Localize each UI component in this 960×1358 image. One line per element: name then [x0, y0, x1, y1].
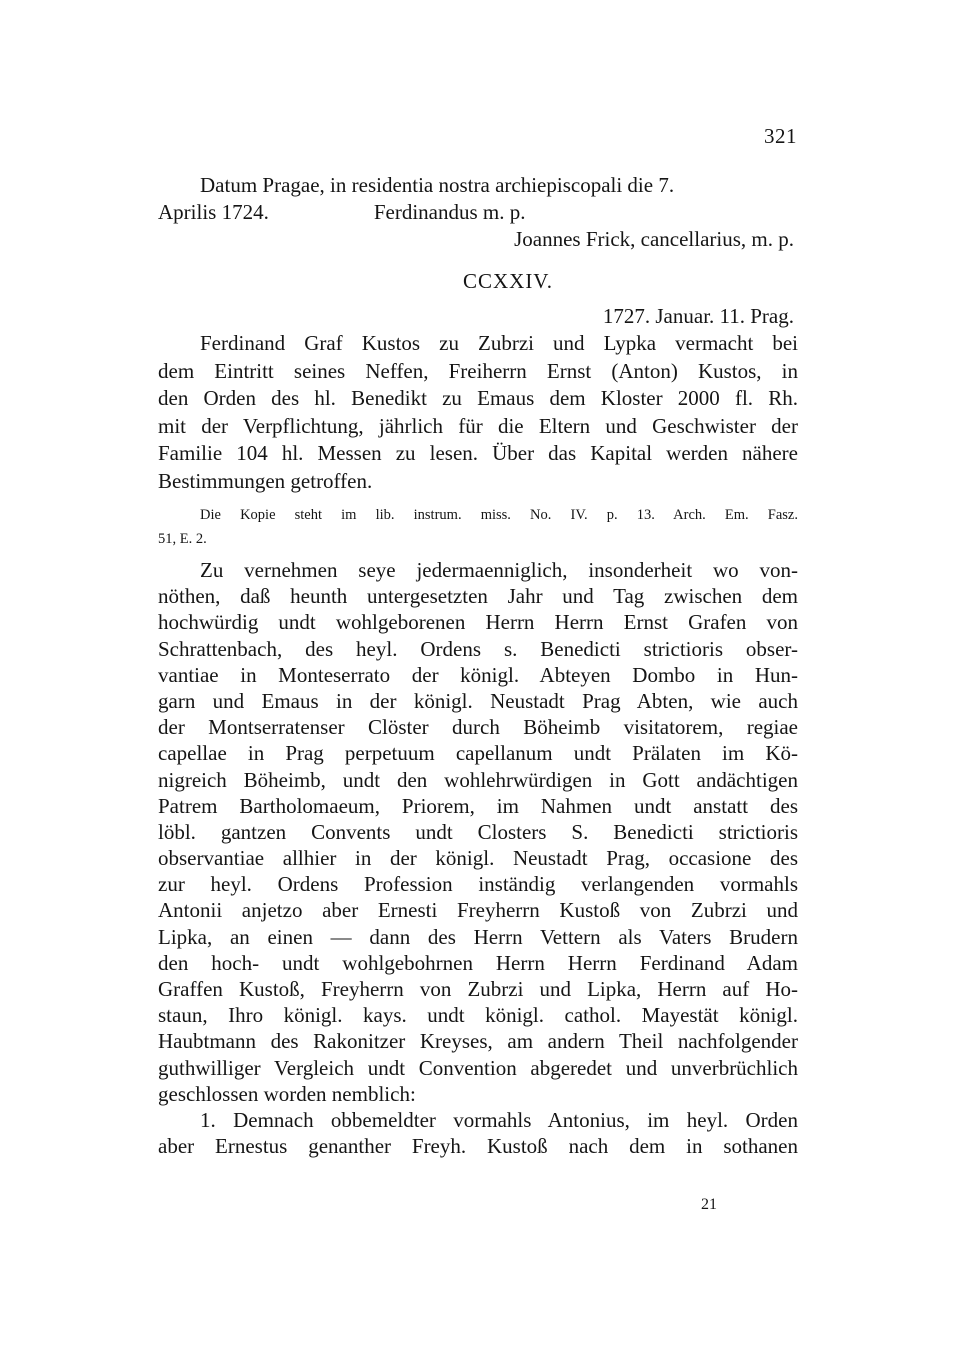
body-line: 1. Demnach obbemeldter vormahls Antonius, im heyl. Orden	[200, 1107, 798, 1132]
body-line: Haubtmann des Rakonitzer Kreyses, am andern Theil nachfolgender	[158, 1029, 798, 1054]
body-line: Antonii anjetzo aber Ernesti Freyherrn Kustoß von Zubrzi und	[158, 898, 798, 923]
closing-formula	[158, 172, 798, 253]
body-line: zur heyl. Ordens Profession inständig verlangenden vormahls	[158, 872, 798, 897]
body-line: Lipka, an einen — dann des Herrn Vettern als Vaters Brudern	[158, 924, 798, 949]
document-number: CCXXIV.	[462, 269, 554, 293]
body-line: Graffen Kustoß, Freyherrn von Zubrzi und Lipka, Herrn auf Ho-	[158, 977, 798, 1001]
body-line: vantiae in Monteserrato der königl. Abteyen Dombo in Hun-	[158, 662, 798, 687]
source-line: Die Kopie steht im lib. instrum. miss. No. IV. p. 13. Arch. Em. Fasz.	[200, 507, 798, 523]
source-line: 51, E. 2.	[158, 531, 207, 547]
body-line: Schrattenbach, des heyl. Ordens s. Benedicti strictioris obser-	[158, 636, 798, 661]
summary-line: dem Eintritt seines Neffen, Freiherrn Ernst (Anton) Kustos, in	[158, 358, 798, 383]
charter-text	[158, 557, 798, 1159]
body-line: observantiae allhier in der königl. Neustadt Prag, occasione des	[158, 846, 798, 871]
source-note	[158, 503, 798, 551]
body-line: staun, Ihro königl. kays. undt königl. cathol. Mayestät königl.	[158, 1003, 798, 1028]
summary-line: Familie 104 hl. Messen zu lesen. Über das Kapital werden nähere	[158, 441, 798, 465]
body-line: nöthen, daß heunth untergesetzten Jahr und Tag zwischen dem	[158, 584, 798, 609]
body-line: der Montserratenser Clöster durch Böheimb visitatorem, regiae	[158, 715, 798, 740]
printer-signature-mark: 21	[701, 1196, 717, 1213]
summary-line: den Orden des hl. Benedikt zu Emaus dem Kloster 2000 fl. Rh.	[158, 386, 798, 410]
body-line: geschlossen worden nemblich:	[158, 1081, 416, 1106]
summary-line: Bestimmungen getroffen.	[158, 468, 373, 493]
text-block	[158, 172, 798, 1159]
summary-line: mit der Verpflichtung, jährlich für die Eltern und Geschwister der	[158, 413, 798, 438]
body-line: capellae in Prag perpetuum capellanum undt Prälaten im Kö-	[158, 741, 798, 766]
summary-line: Ferdinand Graf Kustos zu Zubrzi und Lypka vermacht bei	[200, 331, 798, 355]
body-line: aber Ernestus genanther Freyh. Kustoß nach dem in sothanen	[158, 1134, 798, 1159]
body-line: guthwilliger Vergleich undt Convention abgeredet und unverbrüchlich	[158, 1055, 798, 1080]
body-line: Zu vernehmen seye jedermaenniglich, insonderheit wo von-	[200, 558, 798, 582]
closing-line: Aprilis 1724. Ferdinandus m. p.	[158, 200, 526, 224]
body-line: garn und Emaus in der königl. Neustadt Prag Abten, wie auch	[158, 688, 798, 713]
page-number: 321	[764, 124, 797, 148]
regest-summary	[158, 330, 798, 495]
body-line: nigreich Böheimb, undt den wohlehrwürdigen in Gott andächtigen	[158, 767, 798, 792]
body-line: hochwürdig undt wohlgeborenen Herrn Herrn Ernst Grafen von	[158, 610, 798, 635]
closing-line: Datum Pragae, in residentia nostra archiepiscopali die 7.	[200, 173, 675, 197]
document-dateline: 1727. Januar. 11. Prag.	[602, 304, 794, 328]
body-line: löbl. gantzen Convents undt Closters S. Benedicti strictioris	[158, 819, 798, 844]
body-line: den hoch- undt wohlgebohrnen Herrn Herrn Ferdinand Adam	[158, 950, 798, 975]
body-line: Patrem Bartholomaeum, Priorem, im Nahmen undt anstatt des	[158, 793, 798, 818]
spacer	[158, 495, 798, 503]
closing-line: Joannes Frick, cancellarius, m. p.	[514, 227, 794, 251]
